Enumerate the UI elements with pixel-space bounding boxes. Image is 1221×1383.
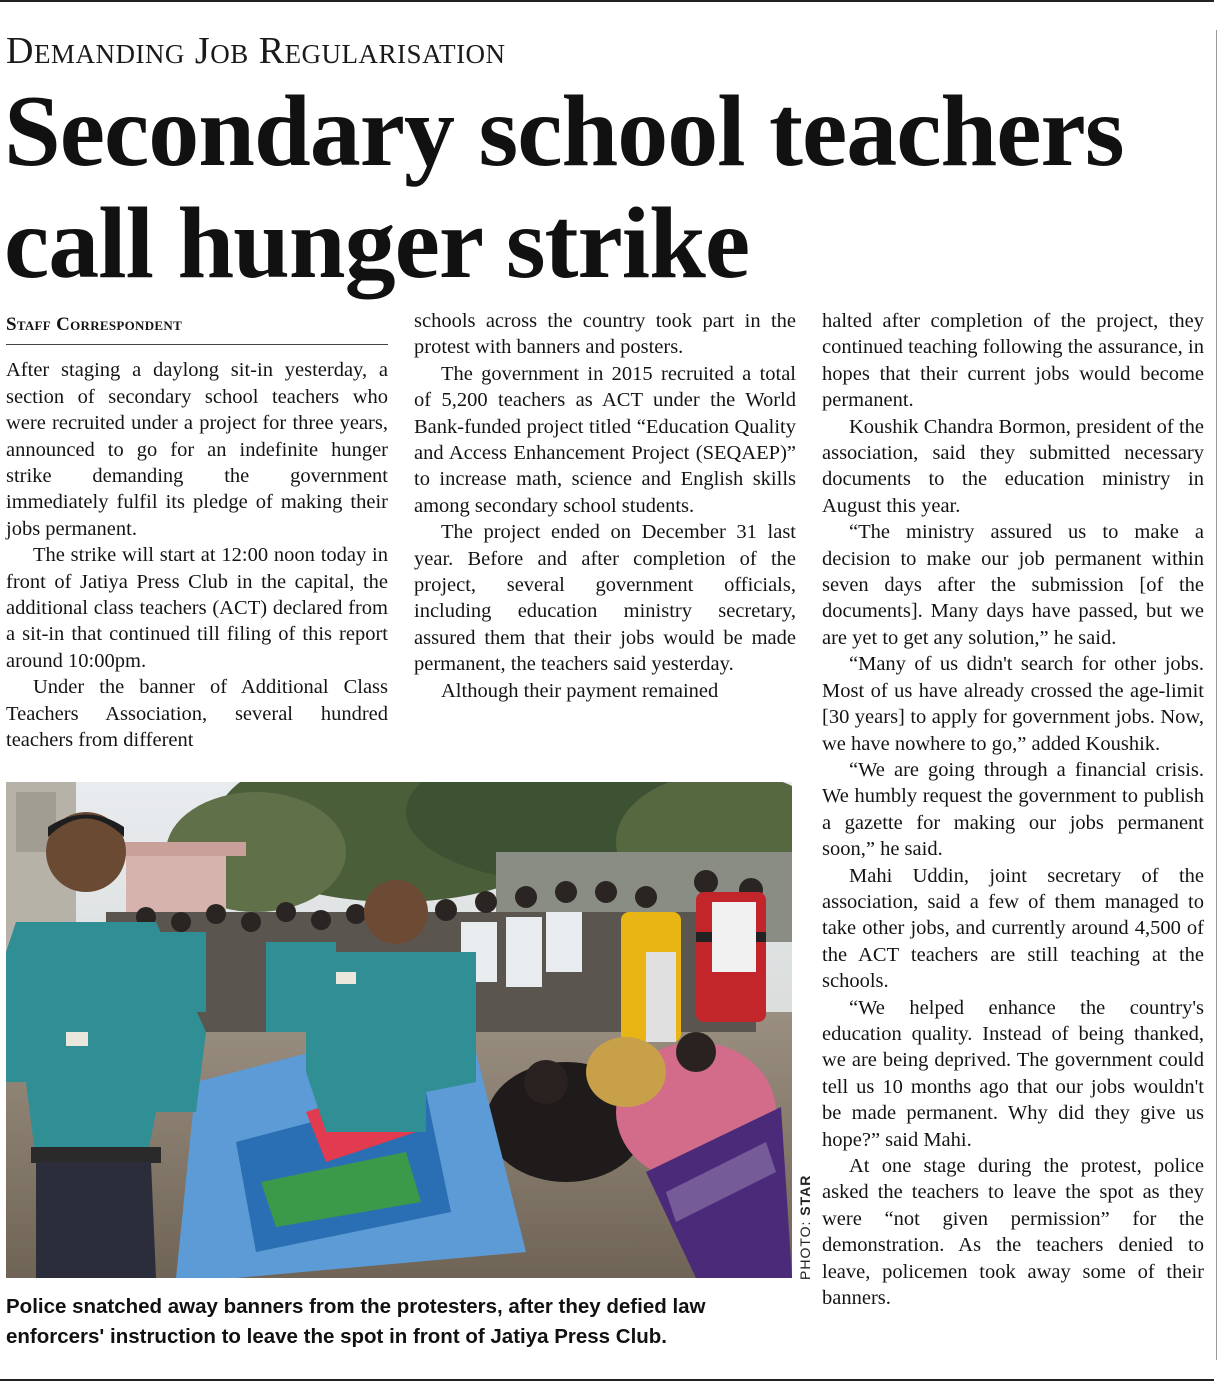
headline: Secondary school teachers call hunger strike <box>4 75 1124 300</box>
paragraph: Under the banner of Additional Class Teachers Association, several hundred teachers from different <box>6 676 388 752</box>
paragraph-continued: schools across the country took part in the protest with banners and posters. <box>414 310 796 359</box>
article-column-2 <box>414 308 796 704</box>
paragraph: The project ended on December 31 last year. Before and after completion of the project, several government officials, including education ministry secretary, assured them that their jobs would be made permanent, the teachers said yesterday. <box>414 521 796 676</box>
bottom-rule <box>0 1379 1214 1381</box>
paragraph: “Many of us didn't search for other jobs. Most of us have already crossed the age-limit [30 years] to apply for government jobs. Now, we have nowhere to go,” added Koushik. <box>822 653 1204 755</box>
article-column-1 <box>6 308 388 754</box>
paragraph: The strike will start at 12:00 noon today in front of Jatiya Press Club in the capital, the additional class teachers (ACT) declared from a sit-in that continued till filing of this report around 10:00pm. <box>6 544 388 672</box>
photo-credit-name: STAR <box>797 1174 813 1216</box>
paragraph: The government in 2015 recruited a total of 5,200 teachers as ACT under the World Bank-funded project titled “Education Quality and Access Enhancement Project (SEQAEP)” to increase math, science and English skills among secondary school students. <box>414 362 796 517</box>
byline: Staff Correspondent <box>6 308 388 345</box>
paragraph: Although their payment remained <box>441 679 719 702</box>
paragraph: After staging a daylong sit-in yesterday, a section of secondary school teachers who were recruited under a project for three years, announced to go for an indefinite hunger strike demanding the government immediately fulfil its pledge of making their jobs permanent. <box>6 359 388 540</box>
photo-credit-prefix: PHOTO: <box>797 1215 813 1280</box>
paragraph: Koushik Chandra Bormon, president of the association, said they submitted necessary documents to the education ministry in August this year. <box>822 415 1204 517</box>
paragraph-continued: halted after completion of the project, they continued teaching following the assurance, in hopes that their current jobs would become permanent. <box>822 310 1204 412</box>
photo-caption: Police snatched away banners from the protesters, after they defied law enforcers' instruction to leave the spot in front of Jatiya Press Club. <box>6 1295 706 1348</box>
paragraph: “The ministry assured us to make a decision to make our job permanent within seven days after the submission [of the documents]. Many days have passed, but we are yet to get any solution,” he said. <box>822 521 1204 649</box>
photo-credit <box>797 1162 817 1280</box>
paragraph: At one stage during the protest, police asked the teachers to leave the spot as they were “not given permission” for the demonstration. As the teachers denied to leave, policemen took away some of their banners. <box>822 1155 1204 1310</box>
news-photo <box>6 782 792 1278</box>
paragraph: Mahi Uddin, joint secretary of the association, said a few of them managed to take other jobs, and currently around 4,500 of the ACT teachers are still teaching at the schools. <box>822 864 1204 993</box>
article-column-3 <box>822 308 1204 1311</box>
top-rule <box>0 0 1214 2</box>
right-rule <box>1216 30 1217 1360</box>
kicker: Demanding Job Regularisation <box>6 30 506 72</box>
paragraph: “We are going through a financial crisis. We humbly request the government to publish a gazette for making our jobs permanent soon,” he said. <box>822 758 1204 861</box>
paragraph: “We helped enhance the country's education quality. Instead of being thanked, we are being deprived. The government could tell us 10 months ago that our jobs wouldn't be made permanent. Why did they give us hope?” said Mahi. <box>822 996 1204 1151</box>
